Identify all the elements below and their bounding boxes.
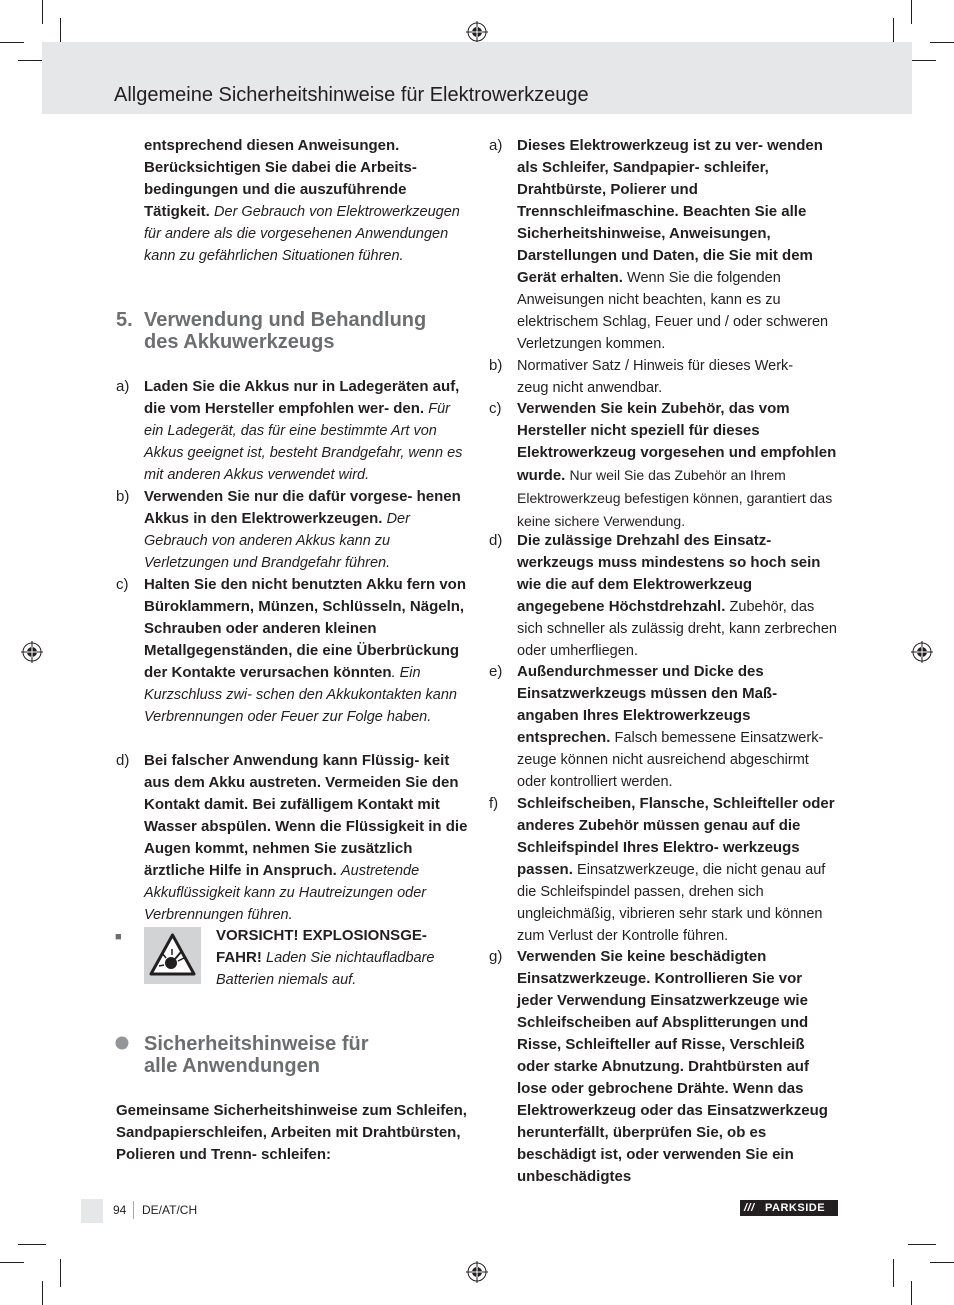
crop-mark [911,1281,912,1305]
list-item-bold: Die zulässige Drehzahl des Einsatz- werkzeugs muss mindestens so hoch sein wie die auf dem Elektrowerkzeug angegebene Höchstdrehzahl. [517,532,821,615]
list-item-bold: Verwenden Sie keine beschädigten Einsatzwerkzeuge. Kontrollieren Sie vor jeder Verwendung Einsatzwerkzeuge wie Schleifscheiben auf Absplitterungen und Risse, Schleifteller auf Risse, Verschleiß oder starke Abnutzung. Drahtbürsten auf lose oder gebrochene Drähte. Wenn das Elektrowerkzeug oder das Einsatzwerkzeug herunterfällt, überprüfen Sie, ob es beschädigt ist, oder verwenden Sie ein unbeschädigtes [517,948,828,1185]
list-item-regular: Wenn Sie die folgenden Anweisungen nicht beachten, kann es zu elektrischem Schlag, Feuer und / oder schweren Verletzungen kommen. [517,270,829,352]
section-5-title: Verwendung und Behandlung des Akkuwerkzeugs [144,309,427,353]
list-item-bold: Schleifscheiben, Flansche, Schleifteller oder anderes Zubehör müssen genau auf die Schleifspindel Ihres Elektro- werkzeugs passen. [517,795,835,878]
crop-mark [893,1259,894,1287]
list-item-bold: Bei falscher Anwendung kann Flüssig- keit aus dem Akku austreten. Vermeiden Sie den Kontakt damit. Bei zufälligem Kontakt mit Wasser abspülen. Wenn die Flüssigkeit in die Augen kommt, nehmen Sie zusätzlich ärztliche Hilfe in Anspruch. [144,752,468,879]
crop-mark [18,1244,46,1245]
list-item-label: b) [116,488,130,505]
list-item-regular: Nur weil Sie das Zubehör an Ihrem Elektrowerkzeug befestigen können, garantiert das keine sichere Verwendung. [517,467,833,529]
list-item-bold: Verwenden Sie kein Zubehör, das vom Hersteller nicht speziell für dieses Elektrowerkzeug vorgesehen und empfohlen wurde. [517,400,837,484]
page-title: Allgemeine Sicherheitshinweise für Elektrowerkzeuge [114,84,589,106]
page-number: 94 [113,1203,127,1217]
list-item-bold: Laden Sie die Akkus nur in Ladegeräten auf, die vom Hersteller empfohlen wer- den. [144,378,460,417]
list-item-italic: Der Gebrauch von anderen Akkus kann zu Verletzungen und Brandgefahr führen. [144,511,410,571]
crop-mark [908,60,936,61]
section-5-number: 5. [116,309,133,331]
warning-italic: Laden Sie nichtaufladbare Batterien niemals auf. [216,950,435,988]
crop-mark [0,1262,24,1263]
list-item-italic: Für ein Ladegerät, das für eine bestimmte Art von Akkus geeignet ist, besteht Brandgefahr, wenn es mit anderen Akkus verwendet wird. [144,401,463,483]
crop-mark [908,1244,936,1245]
warning-text [216,925,470,991]
footer-page-box [81,1199,103,1223]
brand-logo [740,1200,838,1216]
crop-mark [42,1281,43,1305]
list-item-regular: Zubehör, das sich schneller als zulässig dreht, kann zerbrechen oder umherfliegen. [517,599,837,659]
list-item-italic: . Ein Kurzschluss zwi- schen den Akkukontakten kann Verbrennungen oder Feuer zur Folge haben. [144,665,457,725]
list-item-italic: Austretende Akkuflüssigkeit kann zu Hautreizungen oder Verbrennungen führen. [144,863,427,923]
list-item-label: e) [489,663,503,680]
crop-mark [42,0,43,24]
intro-italic: Der Gebrauch von Elektrowerkzeugen für andere als die vorgesehenen Anwendungen kann zu gefährlichen Situationen führen. [144,204,460,264]
warning-bold: VORSICHT! EXPLOSIONSGE- FAHR! [216,927,427,966]
brand-name: PARKSIDE [765,1202,826,1214]
list-item-label: g) [489,948,503,965]
list-item-label: a) [489,137,503,154]
list-item-label: c) [489,400,502,417]
list-item-regular: Normativer Satz / Hinweis für dieses Werk- zeug nicht anwendbar. [517,358,794,396]
common-paragraph [116,1100,470,1166]
list-item-label: f) [489,795,499,812]
list-item-bold: Verwenden Sie nur die dafür vorgese- henen Akkus in den Elektrowerkzeugen. [144,488,461,527]
list-item-label: c) [116,576,129,593]
explosion-warning-icon [144,927,201,984]
intro-paragraph [144,135,470,267]
registration-mark-icon [466,21,488,43]
list-item-label: a) [116,378,130,395]
list-item-label: b) [489,357,503,374]
list-item-label: d) [116,752,130,769]
crop-mark [930,42,954,43]
list-item-regular: Falsch bemessene Einsatzwerk- zeuge können nicht ausreichend abgeschirmt oder kontrolliert werden. [517,730,824,790]
intro-bold: entsprechend diesen Anweisungen. Berücksichtigen Sie dabei die Arbeits- bedingungen und die auszuführende Tätigkeit. [144,137,417,220]
crop-mark [0,42,24,43]
list-item-regular: Einsatzwerkzeuge, die nicht genau auf die Schleifspindel passen, drehen sich ungleichmäßig, vibrieren sehr stark und können zum Verlust der Kontrolle führen. [517,862,826,944]
warning-bullet: ■ [115,931,122,943]
crop-mark [60,1259,61,1287]
language-code: DE/AT/CH [142,1203,198,1217]
list-item-label: d) [489,532,503,549]
brand-slashes: /// [744,1202,755,1214]
section-title: Sicherheitshinweise für alle Anwendungen [144,1033,369,1077]
registration-mark-icon [21,641,43,663]
crop-mark [911,0,912,24]
list-item-bold: Halten Sie den nicht benutzten Akku fern von Büroklammern, Münzen, Schlüsseln, Nägeln, Schrauben oder anderen kleinen Metallgegenständen, die eine Überbrückung der Kontakte verursachen könnten [144,576,466,681]
list-item-bold: Dieses Elektrowerkzeug ist zu ver- wenden als Schleifer, Sandpapier- schleifer, Drahtbürste, Polierer und Trennschleifmaschine. Beachten Sie alle Sicherheitshinweise, Anweisungen, Darstellungen und Daten, die Sie mit dem Gerät erhalten. [517,137,823,286]
registration-mark-icon [466,1261,488,1283]
list-item-bold: Außendurchmesser und Dicke des Einsatzwerkzeugs müssen den Maß- angaben Ihres Elektrowerkzeugs entsprechen. [517,663,778,746]
footer-divider [133,1201,134,1219]
registration-mark-icon [911,641,933,663]
bullet-dot-icon [115,1036,129,1050]
common-bold: Gemeinsame Sicherheitshinweise zum Schleifen, Sandpapierschleifen, Arbeiten mit Drahtbürsten, Polieren und Trenn- schleifen: [116,1102,467,1163]
crop-mark [930,1262,954,1263]
